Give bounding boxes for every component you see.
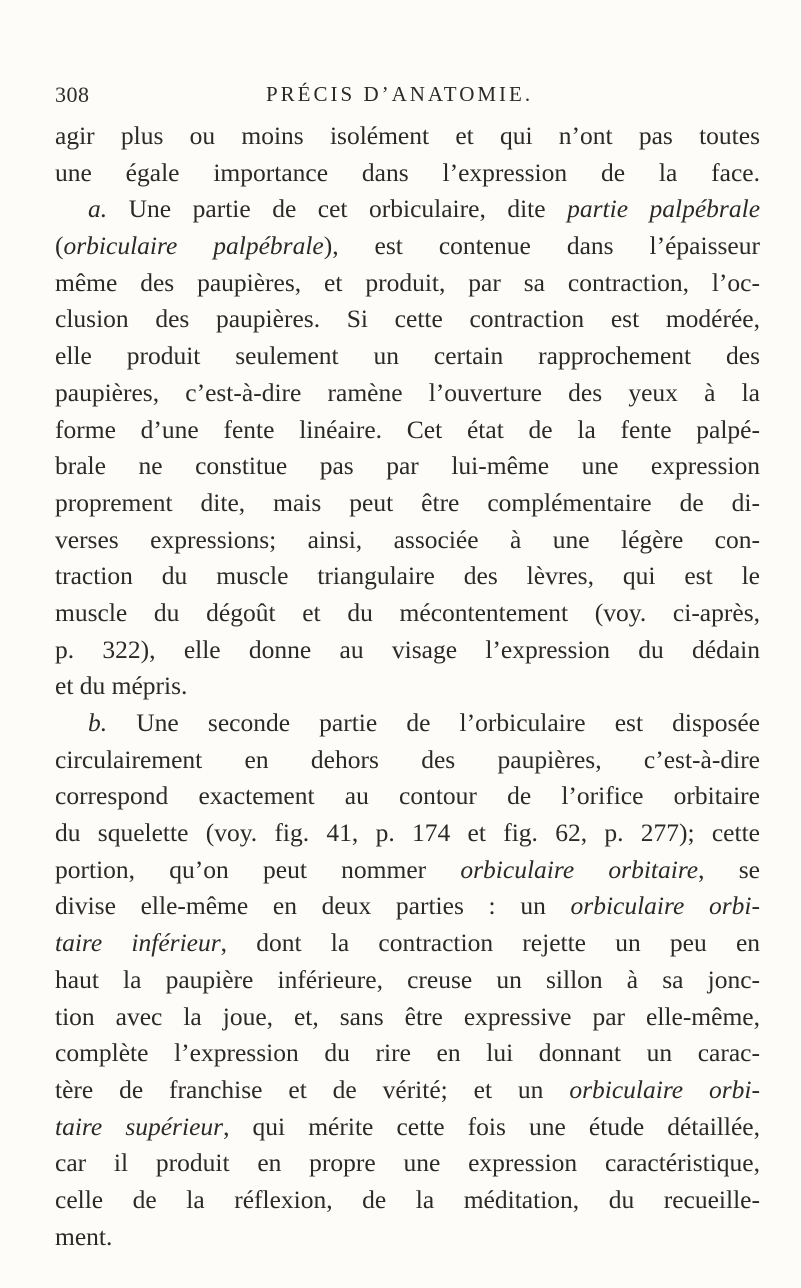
text-run: divise elle-même en deux parties : un (55, 891, 571, 921)
text-line: clusion des paupières. Si cette contraction est modérée, (55, 304, 760, 334)
text-run: , se (698, 854, 760, 884)
text-line (55, 1109, 760, 1146)
text-line: traction du muscle triangulaire des lèvres, qui est le (55, 561, 760, 591)
text-line: p. 322), elle donne au visage l’expression du dédain (55, 634, 760, 664)
text-line: brale ne constitue pas par lui-même une expression (55, 451, 760, 481)
text-line: correspond exactement au contour de l’orifice orbitaire (55, 781, 760, 811)
text-run: ), est contenue dans l’épaisseur (323, 231, 760, 261)
text-line: muscle du dégoût et du mécontentement (voy. ci-après, (55, 597, 760, 627)
text-line: tion avec la joue, et, sans être expressive par elle-même, (55, 1001, 760, 1031)
text-run: , dont la contraction rejette un peu en (220, 928, 761, 958)
text-line (55, 228, 760, 265)
italic-term: taire supérieur (55, 1111, 224, 1141)
running-head: PRÉCIS D’ANATOMIE. (266, 82, 534, 106)
text-line: verses expressions; ainsi, associée à une légère con- (55, 524, 760, 554)
body-text (55, 118, 760, 1255)
italic-term: orbiculaire orbi- (569, 1074, 761, 1104)
text-line: complète l’expression du rire en lui donnant un carac- (55, 1038, 760, 1068)
italic-term: partie palpébrale (567, 194, 761, 224)
italic-term: taire inférieur (55, 928, 221, 958)
text-run: ( (55, 231, 64, 261)
text-line (55, 191, 760, 228)
text-run: portion, qu’on peut nommer (55, 854, 461, 884)
text-line: ment. (55, 1221, 113, 1251)
text-line: paupières, c’est-à-dire ramène l’ouverture des yeux à la (55, 377, 760, 407)
text-line: haut la paupière inférieure, creuse un sillon à sa jonc- (55, 964, 760, 994)
page-number: 308 (55, 82, 90, 107)
text-run: Une seconde partie de l’orbiculaire est disposée (107, 708, 760, 737)
text-line: elle produit seulement un certain rapprochement des (55, 341, 760, 371)
text-line: proprement dite, mais peut être complémentaire de di- (55, 487, 760, 517)
text-line: celle de la réflexion, de la méditation, du recueille- (55, 1184, 760, 1214)
italic-term: a. (88, 194, 108, 224)
text-line: forme d’une fente linéaire. Cet état de la fente palpé- (55, 414, 760, 444)
text-line: circulairement en dehors des paupières, c’est-à-dire (55, 744, 760, 774)
text-line (55, 925, 760, 962)
text-run: Une partie de cet orbiculaire, dite (107, 194, 568, 224)
italic-term: orbiculaire palpébrale (63, 231, 324, 261)
italic-term: orbiculaire orbitaire (460, 854, 699, 884)
text-line: et du mépris. (55, 671, 188, 701)
text-line (55, 852, 760, 889)
text-line (55, 1072, 760, 1109)
text-line: car il produit en propre une expression caractéristique, (55, 1148, 760, 1178)
text-run: , qui mérite cette fois une étude détaillée, (223, 1111, 760, 1141)
text-line: une égale importance dans l’expression de la face. (55, 157, 760, 187)
text-line (55, 705, 760, 742)
italic-term: orbiculaire orbi- (570, 891, 760, 921)
text-run: tère de franchise et de vérité; et un (55, 1074, 570, 1104)
text-line: même des paupières, et produit, par sa contraction, l’oc- (55, 267, 760, 297)
text-line: agir plus ou moins isolément et qui n’ont pas toutes (55, 121, 760, 150)
text-line: du squelette (voy. fig. 41, p. 174 et fig. 62, p. 277); cette (55, 818, 760, 848)
text-line (55, 888, 760, 925)
italic-term: b. (88, 708, 108, 737)
